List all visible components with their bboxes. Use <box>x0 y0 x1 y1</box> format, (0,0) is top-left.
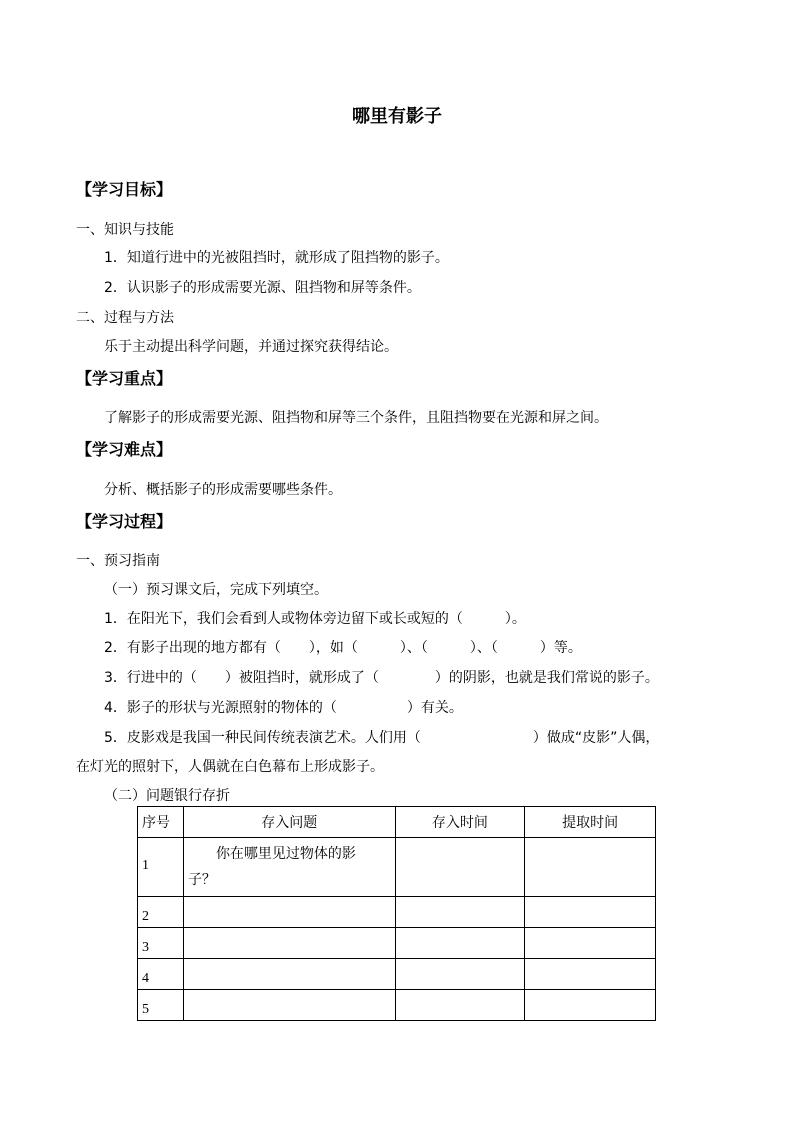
table-row <box>138 897 656 928</box>
header-deposit-time: 存入时间 <box>395 807 525 838</box>
deposit-time-cell <box>395 838 525 897</box>
header-withdraw-time: 提取时间 <box>525 807 656 838</box>
withdraw-time-cell <box>525 928 656 959</box>
withdraw-time-cell <box>525 838 656 897</box>
table-header-row <box>138 807 656 838</box>
knowledge-heading: 一、知识与技能 <box>76 222 174 238</box>
table-row <box>138 928 656 959</box>
goal-item-1: 1．知道行进中的光被阻挡时，就形成了阻挡物的影子。 <box>104 250 449 266</box>
fill-question-4: 4．影子的形状与光源照射的物体的（ ）有关。 <box>104 700 463 716</box>
row-number: 4 <box>138 959 184 990</box>
question-cell <box>183 928 395 959</box>
header-number: 序号 <box>138 807 184 838</box>
preview-subheading-2: （二）问题银行存折 <box>104 788 230 804</box>
fill-question-5-line-2: 在灯光的照射下，人偶就在白色幕布上形成影子。 <box>76 759 384 775</box>
fill-question-1: 1．在阳光下，我们会看到人或物体旁边留下或长或短的（ ）。 <box>104 611 526 627</box>
section-goals-heading: 【学习目标】 <box>76 180 173 199</box>
method-heading: 二、过程与方法 <box>76 310 174 326</box>
table-row <box>138 838 656 897</box>
withdraw-time-cell <box>525 959 656 990</box>
difficulty-text: 分析、概括影子的形成需要哪些条件。 <box>104 482 342 498</box>
deposit-time-cell <box>395 897 525 928</box>
deposit-time-cell <box>395 959 525 990</box>
section-difficulty-heading: 【学习难点】 <box>76 440 173 459</box>
method-text: 乐于主动提出科学问题，并通过探究获得结论。 <box>104 339 398 355</box>
preview-subheading-1: （一）预习课文后，完成下列填空。 <box>104 582 328 598</box>
table-row <box>138 990 656 1021</box>
withdraw-time-cell <box>525 897 656 928</box>
row-number: 3 <box>138 928 184 959</box>
header-question: 存入问题 <box>183 807 395 838</box>
row-number: 5 <box>138 990 184 1021</box>
question-cell <box>183 959 395 990</box>
fill-question-2: 2．有影子出现的地方都有（ ），如（ ）、（ ）、（ ）等。 <box>104 640 582 656</box>
section-process-heading: 【学习过程】 <box>76 512 173 531</box>
deposit-time-cell <box>395 990 525 1021</box>
question-cell <box>183 990 395 1021</box>
question-text-line-2: 子？ <box>187 872 216 888</box>
table-row <box>138 959 656 990</box>
section-key-points-heading: 【学习重点】 <box>76 369 173 388</box>
fill-question-3: 3．行进中的（ ）被阻挡时，就形成了（ ）的阴影，也就是我们常说的影子。 <box>104 670 659 686</box>
question-cell <box>183 897 395 928</box>
question-bank-table <box>137 806 656 1021</box>
key-points-text: 了解影子的形成需要光源、阻挡物和屏等三个条件，且阻挡物要在光源和屏之间。 <box>104 410 608 426</box>
row-number: 1 <box>138 838 184 897</box>
goal-item-2: 2．认识影子的形成需要光源、阻挡物和屏等条件。 <box>104 280 421 296</box>
fill-question-5-line-1: 5．皮影戏是我国一种民间传统表演艺术。人们用（ ）做成“皮影”人偶， <box>104 730 660 746</box>
deposit-time-cell <box>395 928 525 959</box>
question-cell <box>183 838 395 897</box>
row-number: 2 <box>138 897 184 928</box>
document-title: 哪里有影子 <box>352 106 442 127</box>
preview-heading: 一、预习指南 <box>76 553 160 569</box>
withdraw-time-cell <box>525 990 656 1021</box>
question-text-line-1: 你在哪里见过物体的影 <box>215 846 356 862</box>
